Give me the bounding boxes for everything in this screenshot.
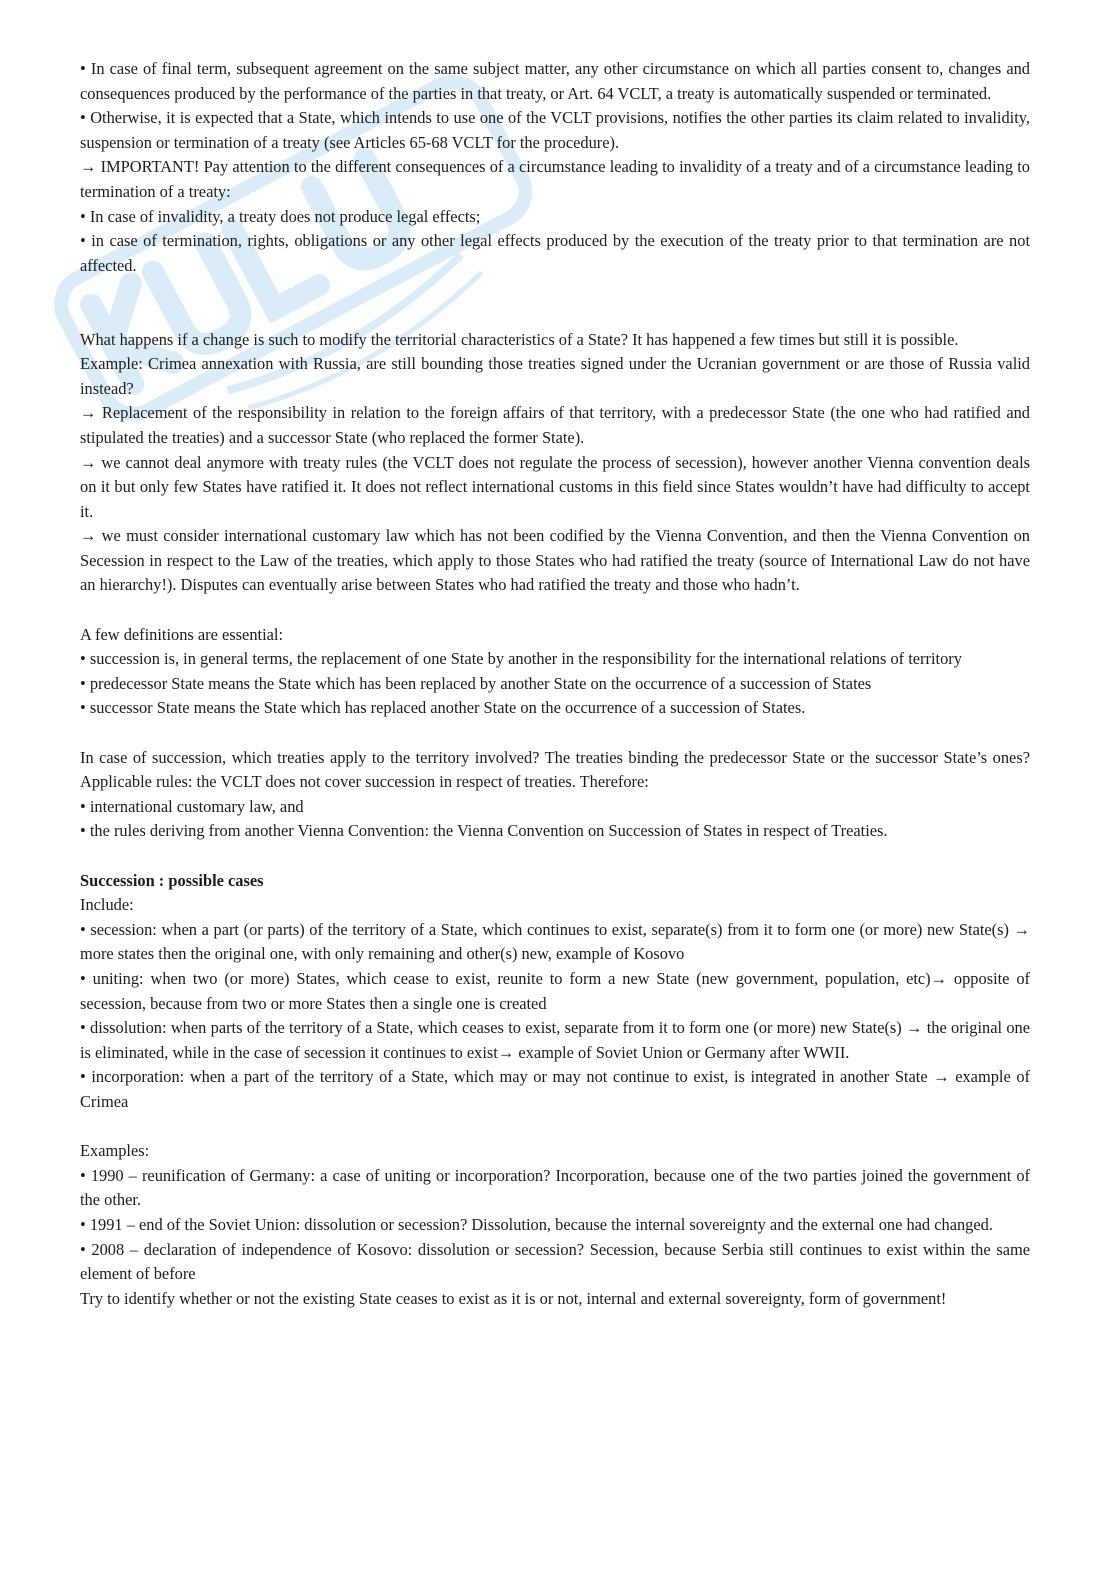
- paragraph: → Replacement of the responsibility in relation to the foreign affairs of that territory, with a predecessor State (the one who had ratified and stipulated the treaties) and a successor State (who replaced the former State).: [80, 403, 1030, 447]
- paragraph: → we cannot deal anymore with treaty rules (the VCLT does not regulate the process of secession), however another Vienna convention deals on it but only few States have ratified it. It does not reflect international customs in this field since States wouldn’t have had difficulty to accept it.: [80, 452, 1030, 521]
- termination-section: [80, 57, 1030, 278]
- paragraph: • successor State means the State which has replaced another State on the occurrence of a succession of States.: [80, 698, 806, 718]
- paragraph: • In case of invalidity, a treaty does not produce legal effects;: [80, 206, 481, 226]
- document-page: [80, 57, 1030, 1311]
- examples-section: [80, 1139, 1030, 1311]
- paragraph: • 2008 – declaration of independence of Kosovo: dissolution or secession? Secession, because Serbia still continues to exist within the same element of before: [80, 1239, 1030, 1284]
- paragraph: • Otherwise, it is expected that a State, which intends to use one of the VCLT provisions, notifies the other parties its claim related to invalidity, suspension or termination of a treaty (see Articles 65-68 VCLT for the procedure).: [80, 108, 1030, 152]
- paragraph: Example: Crimea annexation with Russia, are still bounding those treaties signed under the Ucranian government or are those of Russia valid instead?: [80, 354, 1030, 398]
- applicable-rules-section: [80, 746, 1030, 844]
- paragraph: • the rules deriving from another Vienna Convention: the Vienna Convention on Succession of States in respect of Treaties.: [80, 821, 888, 841]
- succession-cases-section: [80, 869, 1030, 1115]
- paragraph: • predecessor State means the State which has been replaced by another State on the occurrence of a succession of States: [80, 673, 872, 693]
- definitions-section: [80, 623, 1030, 721]
- paragraph: • succession is, in general terms, the replacement of one State by another in the responsibility for the international relations of territory: [80, 649, 962, 669]
- paragraph: • 1991 – end of the Soviet Union: dissolution or secession? Dissolution, because the internal sovereignty and the external one had changed.: [80, 1214, 993, 1234]
- paragraph: • uniting: when two (or more) States, which cease to exist, reunite to form a new State (new government, population, etc)→ opposite of secession, because from two or more States then a single one is created: [80, 968, 1030, 1013]
- paragraph: In case of succession, which treaties apply to the territory involved? The treaties binding the predecessor State or the successor State’s ones? Applicable rules: the VCLT does not cover succession in respect of treaties. Therefore:: [80, 747, 1030, 792]
- territorial-change-section: [80, 328, 1030, 599]
- paragraph: • secession: when a part (or parts) of the territory of a State, which continues to exist, separate(s) from it to form one (or more) new State(s) → more states then the original one, with only remaining and other(s) new, example of Kosovo: [80, 919, 1030, 964]
- paragraph: Examples:: [80, 1141, 150, 1161]
- paragraph: A few definitions are essential:: [80, 624, 284, 644]
- paragraph: → we must consider international customary law which has not been codified by the Vienna Convention, and then the Vienna Convention on Secession in respect to the Law of the treaties, which apply to those States who had ratified the treaty (source of International Law do not have an hierarchy!). Disputes can eventually arise between States who had ratified the treaty and those who hadn’t.: [80, 526, 1030, 595]
- section-heading: Succession : possible cases: [80, 870, 264, 890]
- paragraph: → IMPORTANT! Pay attention to the different consequences of a circumstance leading to invalidity of a treaty and of a circumstance leading to termination of a treaty:: [80, 157, 1030, 201]
- paragraph: • incorporation: when a part of the territory of a State, which may or may not continue to exist, is integrated in another State → example of Crimea: [80, 1067, 1030, 1111]
- paragraph: • in case of termination, rights, obligations or any other legal effects produced by the execution of the treaty prior to that termination are not affected.: [80, 231, 1030, 275]
- paragraph: • 1990 – reunification of Germany: a case of uniting or incorporation? Incorporation, because one of the two parties joined the government of the other.: [80, 1165, 1030, 1210]
- paragraph: • international customary law, and: [80, 796, 304, 816]
- paragraph: Include:: [80, 895, 134, 915]
- paragraph: • dissolution: when parts of the territory of a State, which ceases to exist, separate from it to form one (or more) new State(s) → the original one is eliminated, while in the case of secession it continues to exist→ example of Soviet Union or Germany after WWII.: [80, 1018, 1030, 1062]
- paragraph: Try to identify whether or not the existing State ceases to exist as it is or not, internal and external sovereignty, form of government!: [80, 1288, 947, 1308]
- paragraph: What happens if a change is such to modify the territorial characteristics of a State? It has happened a few times but still it is possible.: [80, 329, 959, 349]
- paragraph: • In case of final term, subsequent agreement on the same subject matter, any other circumstance on which all parties consent to, changes and consequences produced by the performance of the parties in that treaty, or Art. 64 VCLT, a treaty is automatically suspended or terminated.: [80, 59, 1030, 103]
